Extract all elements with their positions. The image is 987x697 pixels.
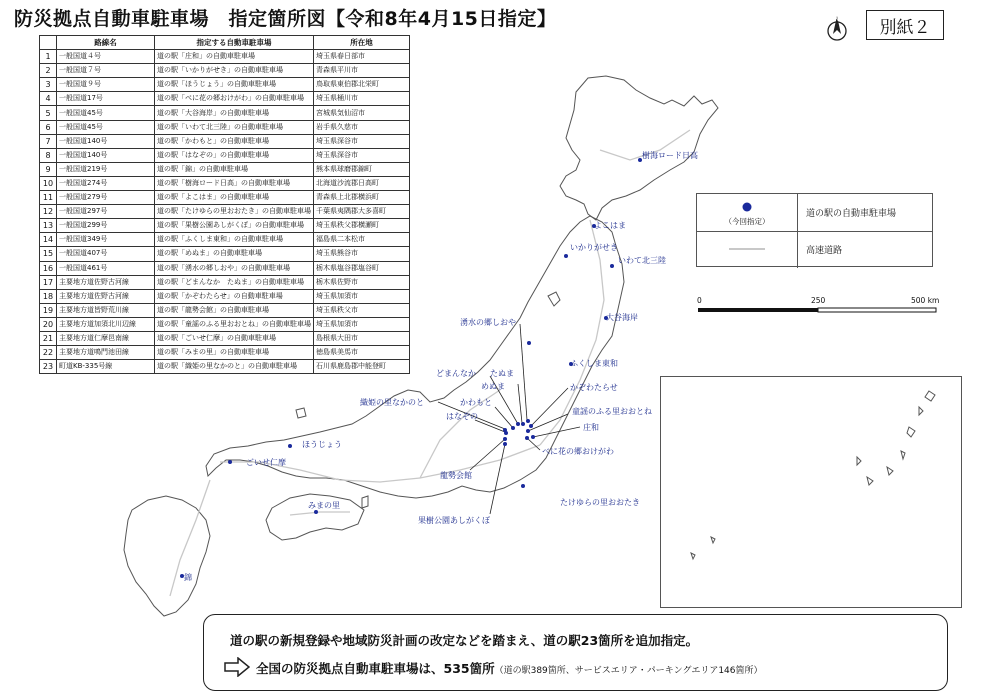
cell-location: 埼玉県桶川市 [314, 92, 410, 106]
cell-station: 道の駅「童謡のふる里おおとね」の自動車駐車場 [155, 317, 314, 331]
station-marker [503, 442, 507, 446]
station-marker [525, 436, 529, 440]
legend-marker-sublabel: （今回指定） [724, 217, 770, 226]
label-nishiki: 錦 [184, 573, 192, 582]
cell-station: 道の駅「龍勢会館」の自動車駐車場 [155, 303, 314, 317]
legend-row-marker [697, 194, 932, 232]
label-douyou: 童謡のふる里おおとね [572, 407, 652, 416]
station-marker [521, 484, 525, 488]
inset-map-frame [660, 376, 962, 608]
page-title: 防災拠点自動車駐車場 指定箇所図【令和8年4月15日指定】 [14, 8, 557, 30]
scale-label-500: 500 km [911, 296, 940, 305]
cell-route: 一般国道274号 [57, 176, 155, 190]
station-marker [516, 422, 520, 426]
station-marker [521, 422, 525, 426]
cell-route: 一般国道17号 [57, 92, 155, 106]
cell-station: 道の駅「みまの里」の自動車駐車場 [155, 346, 314, 360]
station-marker [529, 424, 533, 428]
label-ryusei: 龍勢会館 [440, 471, 472, 480]
legend-road-label: 高速道路 [806, 246, 843, 256]
label-yusui: 湧水の郷しおや [460, 318, 516, 327]
label-iwate: いわて北三陸 [618, 256, 666, 265]
label-kawamoto: かわもと [460, 398, 492, 407]
oki-island [296, 408, 306, 418]
cell-station: 道の駅「錦」の自動車駐車場 [155, 162, 314, 176]
cell-location: 栃木県佐野市 [314, 275, 410, 289]
station-marker [511, 426, 515, 430]
cell-location: 埼玉県深谷市 [314, 134, 410, 148]
cell-route: 町道KB-335号線 [57, 360, 155, 374]
cell-route: 一般国道349号 [57, 233, 155, 247]
label-hanazono: はなぞの [446, 412, 478, 421]
cell-no: 3 [40, 78, 57, 92]
cell-station: 道の駅「織姫の里なかのと」の自動車駐車場 [155, 360, 314, 374]
label-showa: 庄和 [583, 423, 599, 432]
cell-location: 青森県平川市 [314, 64, 410, 78]
cell-route: 主要地方道佐野古河線 [57, 289, 155, 303]
label-yokohama: よこはま [594, 221, 626, 230]
cell-station: 道の駅「どまんなか たぬま」の自動車駐車場 [155, 275, 314, 289]
station-marker [527, 341, 531, 345]
cell-no: 4 [40, 92, 57, 106]
legend-marker-label: 道の駅の自動車駐車場 [806, 209, 897, 219]
scale-label-0: 0 [697, 296, 702, 305]
cell-no: 7 [40, 134, 57, 148]
cell-route: 一般国道407号 [57, 247, 155, 261]
label-goise: ごいせ仁摩 [246, 458, 286, 467]
cell-station: 道の駅「いかりがせき」の自動車駐車場 [155, 64, 314, 78]
label-domannaka: どまんなか [436, 369, 476, 378]
inset-islands [661, 377, 961, 607]
cell-location: 青森県上北郡横浜町 [314, 191, 410, 205]
station-marker [504, 431, 508, 435]
label-benibana: べに花の郷おけがわ [542, 447, 614, 456]
legend-row-road [697, 231, 932, 268]
label-ikarigaseki: いかりがせき [570, 243, 618, 252]
cell-route: 一般国道299号 [57, 219, 155, 233]
cell-location: 千葉県夷隅郡大多喜町 [314, 205, 410, 219]
cell-location: 栃木県塩谷郡塩谷町 [314, 261, 410, 275]
cell-no: 9 [40, 162, 57, 176]
station-marker [564, 254, 568, 258]
station-marker [526, 429, 530, 433]
cell-station: 道の駅「湧水の郷しおや」の自動車駐車場 [155, 261, 314, 275]
cell-location: 埼玉県春日部市 [314, 50, 410, 64]
cell-no: 10 [40, 176, 57, 190]
cell-route: 一般国道297号 [57, 205, 155, 219]
cell-location: 岩手県久慈市 [314, 120, 410, 134]
cell-no: 19 [40, 303, 57, 317]
cell-route: 主要地方道鳴門池田線 [57, 346, 155, 360]
attachment-label: 別紙２ [866, 10, 944, 40]
cell-station: 道の駅「大谷海岸」の自動車駐車場 [155, 106, 314, 120]
cell-no: 18 [40, 289, 57, 303]
label-takeyura: たけゆらの里おおたき [560, 498, 640, 507]
station-marker [610, 264, 614, 268]
cell-route: 一般国道45号 [57, 106, 155, 120]
scale-label-250: 250 [811, 296, 826, 305]
cell-no: 13 [40, 219, 57, 233]
cell-route: 一般国道140号 [57, 134, 155, 148]
label-otani: 大谷海岸 [606, 313, 638, 322]
station-marker [503, 437, 507, 441]
legend-road-icon [697, 231, 797, 268]
cell-station: 道の駅「庄和」の自動車駐車場 [155, 50, 314, 64]
cell-location: 埼玉県熊谷市 [314, 247, 410, 261]
cell-station: 道の駅「果樹公園あしがくぼ」の自動車駐車場 [155, 219, 314, 233]
station-marker [531, 435, 535, 439]
cell-route: 一般国道７号 [57, 64, 155, 78]
cell-location: 徳島県美馬市 [314, 346, 410, 360]
cell-location: 埼玉県深谷市 [314, 148, 410, 162]
cell-no: 11 [40, 191, 57, 205]
cell-route: 主要地方道仁摩邑南線 [57, 331, 155, 345]
cell-station: 道の駅「ふくしま東和」の自動車駐車場 [155, 233, 314, 247]
cell-route: 一般国道461号 [57, 261, 155, 275]
label-orihime: 織姫の里なかのと [360, 398, 424, 407]
north-label: N [834, 16, 840, 23]
cell-station: 道の駅「めぬま」の自動車駐車場 [155, 247, 314, 261]
cell-route: 主要地方道加須北川辺線 [57, 317, 155, 331]
kyushu-landmass [124, 496, 210, 616]
label-menuma: めぬま [481, 382, 505, 391]
sado-island [548, 292, 560, 306]
cell-no: 2 [40, 64, 57, 78]
cell-no: 21 [40, 331, 57, 345]
cell-station: 道の駅「ほうじょう」の自動車駐車場 [155, 78, 314, 92]
note-box [203, 614, 948, 691]
cell-station: 道の駅「かぞわたらせ」の自動車駐車場 [155, 289, 314, 303]
cell-route: 一般国道219号 [57, 162, 155, 176]
cell-no: 20 [40, 317, 57, 331]
cell-no: 12 [40, 205, 57, 219]
cell-no: 16 [40, 261, 57, 275]
hokkaido-landmass [560, 76, 718, 220]
cell-no: 22 [40, 346, 57, 360]
cell-location: 埼玉県加須市 [314, 289, 410, 303]
cell-location: 島根県大田市 [314, 331, 410, 345]
note-line2-main: 全国の防災拠点自動車駐車場は、535箇所 [256, 661, 495, 676]
cell-route: 一般国道４号 [57, 50, 155, 64]
cell-route: 主要地方道佐野古河線 [57, 275, 155, 289]
label-kaju: 果樹公園あしがくぼ [418, 516, 490, 525]
label-hojo: ほうじょう [302, 440, 342, 449]
scale-bar-graphic [697, 306, 937, 326]
cell-location: 埼玉県秩父郡横瀬町 [314, 219, 410, 233]
cell-location: 埼玉県秩父市 [314, 303, 410, 317]
label-tanuma: たぬま [490, 369, 514, 378]
cell-no: 15 [40, 247, 57, 261]
note-line2-sub: （道の駅389箇所、サービスエリア・パーキングエリア146箇所） [494, 666, 763, 676]
col-header-route: 路線名 [57, 36, 155, 50]
station-marker [288, 444, 292, 448]
cell-location: 埼玉県加須市 [314, 317, 410, 331]
cell-location: 北海道沙流郡日高町 [314, 176, 410, 190]
cell-no: 8 [40, 148, 57, 162]
cell-no: 17 [40, 275, 57, 289]
cell-no: 14 [40, 233, 57, 247]
cell-location: 鳥取県東伯郡北栄町 [314, 78, 410, 92]
cell-route: 一般国道140号 [57, 148, 155, 162]
station-marker [526, 419, 530, 423]
awaji-island [362, 496, 368, 508]
label-kazo: かぞわたらせ [570, 383, 618, 392]
cell-route: 一般国道279号 [57, 191, 155, 205]
label-jukai: 樹海ロード日高 [642, 151, 698, 160]
cell-location: 石川県鹿島郡中能登町 [314, 360, 410, 374]
right-arrow-icon [224, 657, 250, 677]
cell-station: 道の駅「べに花の郷おけがわ」の自動車駐車場 [155, 92, 314, 106]
cell-route: 一般国道45号 [57, 120, 155, 134]
note-line1: 道の駅の新規登録や地域防災計画の改定などを踏まえ、道の駅23箇所を追加指定。 [230, 633, 699, 648]
station-marker [228, 460, 232, 464]
col-header-station: 指定する自動車駐車場 [155, 36, 314, 50]
cell-station: 道の駅「よこはま」の自動車駐車場 [155, 191, 314, 205]
cell-location: 宮城県気仙沼市 [314, 106, 410, 120]
cell-station: 道の駅「かわもと」の自動車駐車場 [155, 134, 314, 148]
cell-no: 6 [40, 120, 57, 134]
map-legend [696, 193, 933, 267]
cell-route: 主要地方道皆野荒川線 [57, 303, 155, 317]
cell-station: 道の駅「樹海ロード日高」の自動車駐車場 [155, 176, 314, 190]
cell-no: 23 [40, 360, 57, 374]
label-mimano: みまの里 [308, 501, 340, 510]
cell-station: 道の駅「はなぞの」の自動車駐車場 [155, 148, 314, 162]
cell-location: 熊本県球磨郡錦町 [314, 162, 410, 176]
cell-station: 道の駅「たけゆらの里おおたき」の自動車駐車場 [155, 205, 314, 219]
cell-station: 道の駅「いわて北三陸」の自動車駐車場 [155, 120, 314, 134]
note-line2 [256, 659, 763, 677]
cell-station: 道の駅「ごいせ仁摩」の自動車駐車場 [155, 331, 314, 345]
label-fukushima: ふくしま東和 [570, 359, 618, 368]
cell-no: 1 [40, 50, 57, 64]
col-header-location: 所在地 [314, 36, 410, 50]
cell-no: 5 [40, 106, 57, 120]
cell-location: 福島県二本松市 [314, 233, 410, 247]
cell-route: 一般国道９号 [57, 78, 155, 92]
